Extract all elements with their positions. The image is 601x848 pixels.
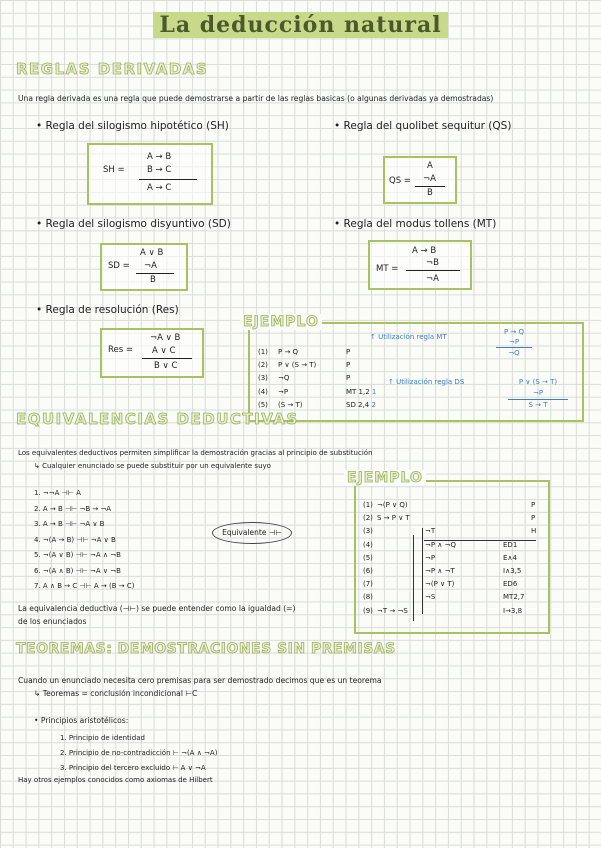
teoremas-intro: Cuando un enunciado necesita cero premisas para ser demostrado decimos que es un teorema [18,676,382,685]
example2-row: (2) S → P ∨ T P [363,514,536,523]
rule-res-premise: A ∨ C [152,346,176,356]
example1-row: (1) P → Q P [258,348,351,356]
equivalence-item: 5. ¬(A ∨ B) ⊣⊢ ¬A ∧ ¬B [34,551,121,559]
rule-sd-premise: ¬A [144,261,157,271]
rule-mt-premise: A → B [412,246,437,256]
rule-mt-label: • Regla del modus tollens (MT) [334,218,497,230]
page-title-text: La deducción natural [153,12,447,38]
example1-note1-rule: P → Q ¬P ¬Q [496,327,532,358]
rule-res-prefix: Res = [108,345,134,355]
example2-row: (3) ¬T H [363,527,537,536]
heading-reglas: REGLAS DERIVADAS [16,60,209,78]
rule-sd-box [100,243,188,291]
rule-mt-premise: ¬B [426,258,439,268]
example2-row: (7) ¬(P ∨ T) ED6 [363,580,518,589]
teoremas-principios: • Principios aristotélicos: [34,716,129,725]
rule-mt-conclusion: ¬A [426,274,439,284]
rule-sd-prefix: SD = [108,261,130,271]
example1-note2: ↑ Utilización regla DS [388,378,465,386]
equivalencias-intro: Los equivalentes deductivos permiten simplificar la demostración gracias al principio de substitución [18,449,373,457]
equivalencias-closing2: de los enunciados [18,617,87,626]
equivalence-oval: Equivalente ⊣⊢ [212,522,292,544]
reglas-intro: Una regla derivada es una regla que puede demostrarse a partir de las reglas basicas (o algunas derivadas ya demostradas) [18,94,494,103]
example1-table [258,346,376,412]
equivalence-item: 2. A → B ⊣⊢ ¬B → ¬A [34,504,112,513]
rule-res-premise: ¬A ∨ B [150,333,181,343]
equivalence-item: 6. ¬(A ∧ B) ⊣⊢ ¬A ∨ ¬B [34,566,121,575]
rule-res-box [100,328,204,378]
rule-sh-premise: B → C [147,165,172,175]
example2-row: (5) ¬P E∧4 [363,553,517,562]
example1-note2-rule: P ∨ (S → T) ¬P S → T [508,377,568,411]
example1-row: (2) P ∨ (S → T) P [258,361,351,370]
rule-qs-premise: ¬A [423,174,436,184]
rule-mt-box [368,240,472,290]
rule-sh-box [87,143,213,205]
example1-row: (4) ¬P MT 1,2 1 [258,387,377,396]
rule-sd-premise: A ∨ B [140,248,164,258]
principle-item: 2. Principio de no-contradicción ⊢ ¬(A ∧ ¬A) [60,749,218,757]
rule-sh-conclusion: A → C [147,183,172,193]
equivalencias-closing1: La equivalencia deductiva (⊣⊢) se puede entender como la igualdad (=) [18,604,296,613]
rule-sh-label: • Regla del silogismo hipotético (SH) [36,120,229,132]
rule-qs-label: • Regla del quolibet sequitur (QS) [334,120,512,132]
example2-row: (1) ¬(P ∨ Q) P [363,501,536,509]
example1-note1: ↑ Utilización regla MT [370,333,447,341]
example1-label: EJEMPLO [240,314,322,330]
rule-sd-label: • Regla del silogismo disyuntivo (SD) [36,218,231,230]
example2-row: (9) ¬T → ¬S I→3,8 [363,606,523,615]
example2-table [363,499,543,618]
principle-item: 3. Principio del tercero excluido ⊢ A ∨ ¬A [60,764,206,772]
teoremas-sub: ↳ Teoremas = conclusión incondicional ⊢C [34,689,198,698]
principle-item: 1. Principio de identidad [60,734,145,742]
equivalencias-list [34,486,135,595]
page-title [0,12,601,38]
equivalence-item: 3. A → B ⊣⊢ ¬A ∨ B [34,520,105,528]
example1-row: (3) ¬Q P [258,374,351,383]
rule-sd-conclusion: B [150,275,156,285]
rule-mt-prefix: MT = [376,264,399,274]
teoremas-closing: Hay otros ejemplos conocidos como axiomas de Hilbert [18,776,213,784]
rule-res-conclusion: B ∨ C [154,361,178,371]
example2-label: EJEMPLO [344,470,426,486]
rule-sh-premise: A → B [147,152,172,162]
equivalencias-sub: ↳ Cualquier enunciado se puede substituir por un equivalente suyo [34,462,271,470]
example2-row: (6) ¬P ∧ ¬T I∧3,5 [363,567,522,576]
example2-row: (4) ¬P ∧ ¬Q ED1 [363,540,518,549]
teoremas-list [60,731,217,776]
example2-row: (8) ¬S MT2,7 [363,593,525,602]
rule-qs-box [383,156,457,204]
equivalence-item: 7. A ∧ B → C ⊣⊢ A → (B → C) [34,582,135,590]
heading-teoremas: TEOREMAS: DEMOSTRACIONES SIN PREMISAS [16,641,396,657]
rule-qs-premise: A [427,161,433,171]
rule-qs-prefix: QS = [389,176,411,186]
example1-row: (5) (S → T) SD 2,4 2 [258,400,376,409]
rule-res-label: • Regla de resolución (Res) [36,304,179,316]
equivalence-item: 4. ¬(A → B) ⊣⊢ ¬A ∨ B [34,535,116,544]
rule-qs-conclusion: B [427,188,433,198]
equivalence-item: 1. ¬¬A ⊣⊢ A [34,489,81,497]
rule-sh-prefix: SH = [103,165,125,175]
heading-equivalencias: EQUIVALENCIAS DEDUCTIVAS [16,410,299,428]
